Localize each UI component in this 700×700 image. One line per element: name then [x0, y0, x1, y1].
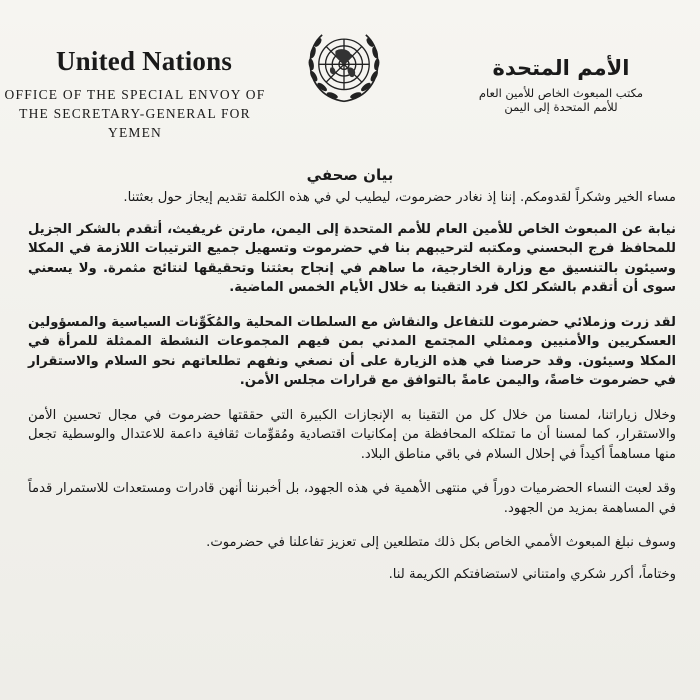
org-name-arabic: الأمم المتحدة: [492, 56, 630, 80]
letterhead-english: [0, 46, 270, 142]
office-name-arabic: [446, 86, 676, 114]
document-body: [28, 188, 676, 599]
office-name-arabic-line2: للأمم المتحدة إلى اليمن: [504, 100, 618, 114]
paragraph-6: وسوف نبلغ المبعوث الأممي الخاص بكل ذلك متطلعين إلى تعزيز تفاعلنا في حضرموت.: [206, 535, 676, 550]
office-name-english-line2: THE SECRETARY-GENERAL FOR YEMEN: [19, 106, 251, 140]
paragraph-7: وختاماً، أكرر شكري وامتناني لاستضافتكم الكريمة لنا.: [388, 566, 676, 582]
paragraph-1: مساء الخير وشكراً لقدومكم. إننا إذ نغادر حضرموت، ليطيب لي في هذه الكلمة تقديم إيجاز حول بعثتنا.: [123, 190, 676, 205]
un-emblem-icon: [302, 24, 386, 108]
letterhead-arabic: [446, 56, 676, 114]
document-title: بيان صحفي: [306, 166, 394, 184]
office-name-english: [0, 85, 270, 142]
paragraph-4: وخلال زياراتنا، لمسنا من خلال كل من التقينا به الإنجازات الكبيرة التي حققتها حضرموت في مجال تحسين الأمن والاستقرار، كما لمسنا أن ما تمتلكه المحافظة من إمكانيات اقتصادية ومُقوِّمات ثقافية داعمة للاعتدال والوسطية تجعل منها مساهماً أكيداً في إحلال السلام في باقي مناطق البلاد.: [28, 407, 676, 462]
paragraph-2: نيابة عن المبعوث الخاص للأمين العام للأمم المتحدة إلى اليمن، مارتن غريفيث، أتقدم بالشكر الجزيل للمحافظ فرج البحسني ومكتبه لترحيبهم بنا في حضرموت وتسهيل جميع الترتيبات اللازمة في المكلا وسيئون بالتنسيق مع وزارة الخارجية، ما ساهم في إنجاح بعثتنا وتحقيقها لنتائج مثمرة. ولا يسعني سوى أن أتقدم بالشكر لكل فرد التقينا به خلال الأيام الخمس الماضية.: [28, 221, 676, 295]
org-name-english: United Nations: [55, 46, 233, 76]
paragraph-3: لقد زرت وزملائي حضرموت للتفاعل والنقاش مع السلطات المحلية والمُكَوِّنات السياسية والمسؤولين العسكريين والأمنيين وممثلي المجتمع المدني بمن فيهم المجموعات النشطة الممثلة للمرأة في المكلا وسيئون. وقد حرصنا في هذه الزيارة على أن نصغي ونفهم تطلعاتهم نحو السلام والاستقرار في حضرموت خاصةً، واليمن عامةً بالتوافق مع قرارات مجلس الأمن.: [28, 314, 676, 388]
office-name-english-line1: OFFICE OF THE SPECIAL ENVOY OF: [4, 87, 266, 102]
office-name-arabic-line1: مكتب المبعوث الخاص للأمين العام: [478, 86, 644, 100]
paragraph-5: وقد لعبت النساء الحضرميات دوراً في منتهى الأهمية في هذه الجهود، بل أخبرننا أنهن قادرات ومستعدات للاستمرار قدماً في المساهمة بمزيد من الجهود.: [28, 481, 676, 516]
